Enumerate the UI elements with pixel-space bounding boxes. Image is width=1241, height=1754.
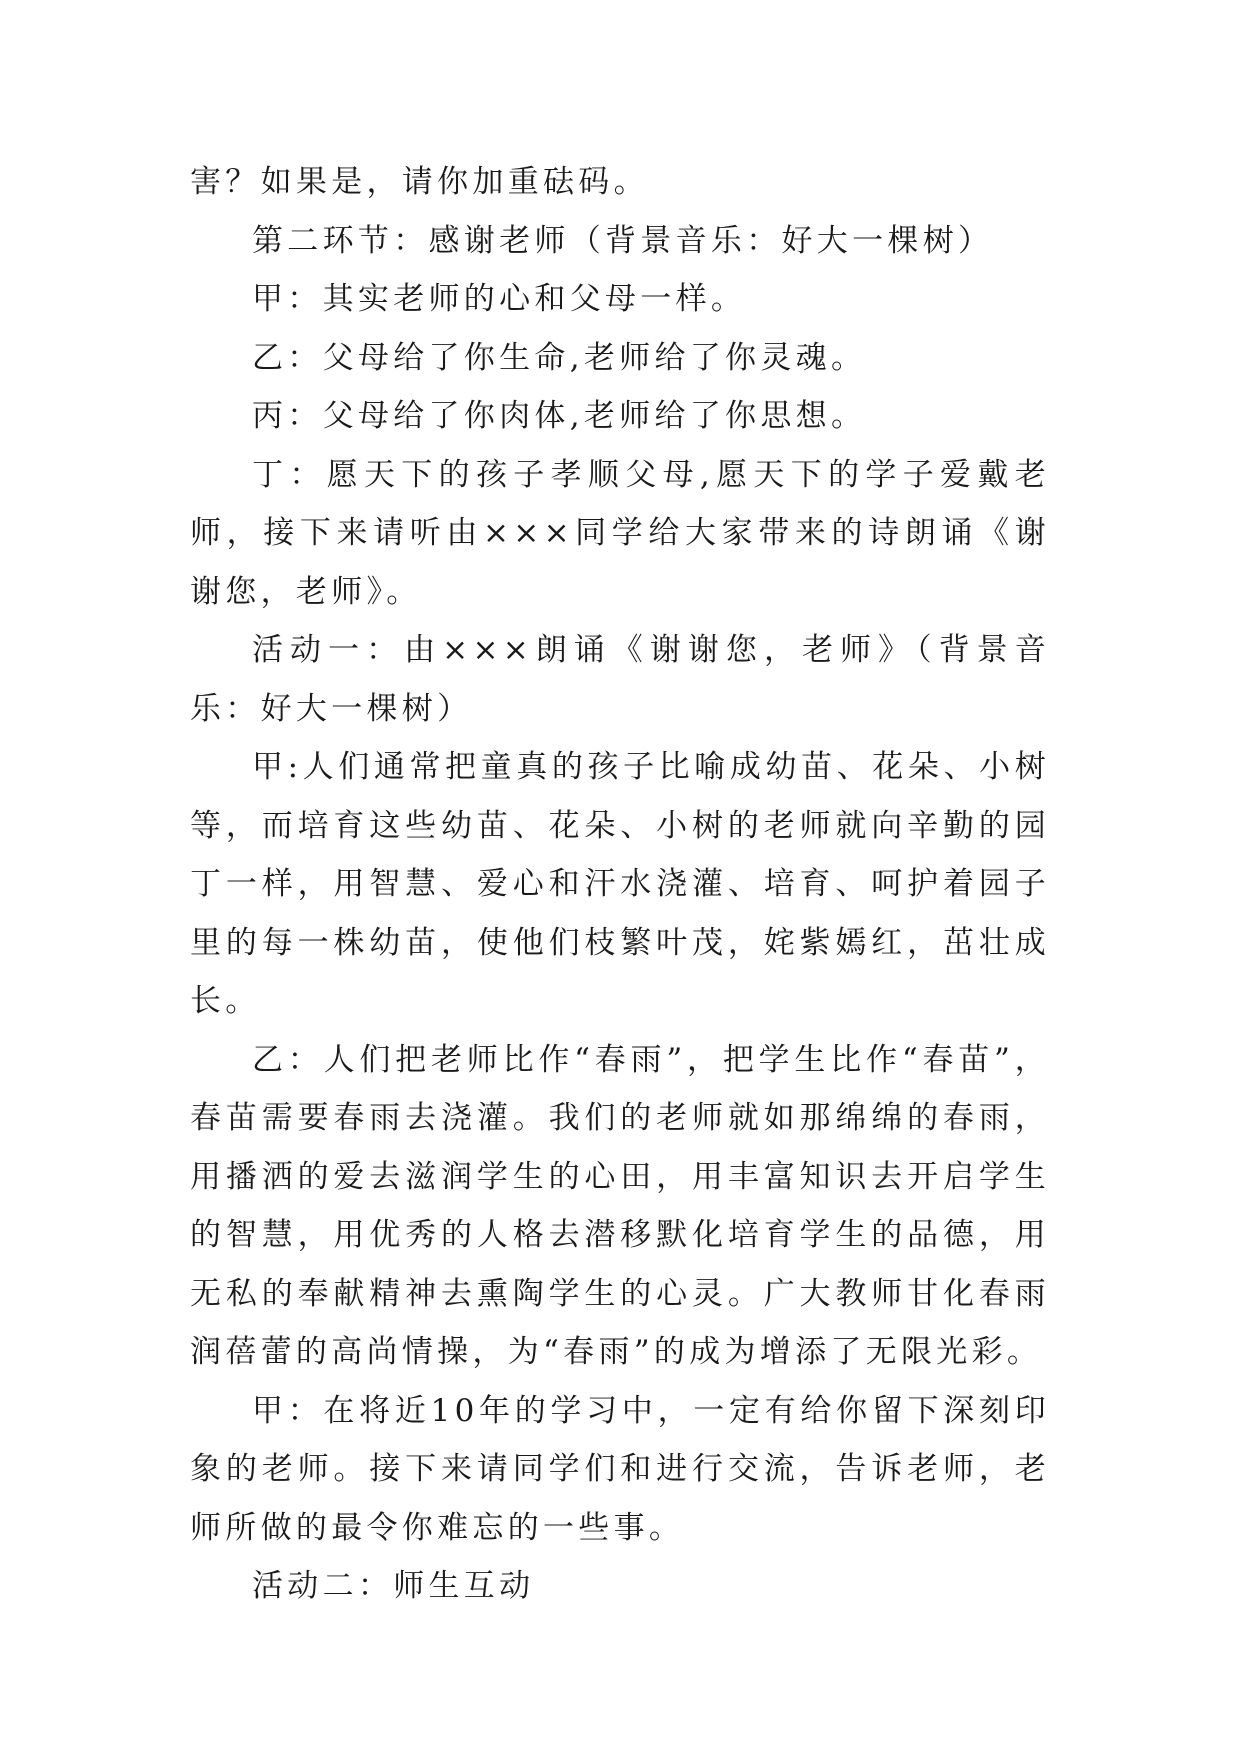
paragraph-jia-seedlings: 甲:人们通常把童真的孩子比喻成幼苗、花朵、小树等，而培育这些幼苗、花朵、小树的老师就向辛勤的园丁一样，用智慧、爱心和汗水浇灌、培育、呵护着园子里的每一株幼苗，使他们枝繁叶茂，姹紫嫣红，茁壮成长。 [190, 749, 1050, 1019]
paragraph-yi-spring-rain: 乙：人们把老师比作“春雨”，把学生比作“春苗”，春苗需要春雨去浇灌。我们的老师就如那绵绵的春雨，用播洒的爱去滋润学生的心田，用丰富知识去开启学生的智慧，用优秀的人格去潜移默化培育学生的品德，用无私的奉献精神去熏陶学生的心灵。广大教师甘化春雨润蓓蕾的高尚情操，为“春雨”的成为增添了无限光彩。 [190, 1041, 1050, 1370]
paragraph-continuation: 害？如果是，请你加重砝码。 [190, 164, 649, 200]
paragraph-section-heading: 第二环节：感谢老师（背景音乐：好大一棵树） [252, 222, 994, 259]
paragraph-activity-one: 活动一：由×××朗诵《谢谢您，老师》（背景音乐：好大一棵树） [190, 632, 1050, 727]
paragraph-line-jia: 甲：其实老师的心和父母一样。 [252, 281, 747, 317]
paragraph-line-bing: 丙：父母给了你肉体,老师给了你思想。 [252, 398, 867, 434]
paragraph-jia-memories: 甲：在将近10年的学习中，一定有给你留下深刻印象的老师。接下来请同学们和进行交流，告诉老师，老师所做的最令你难忘的一些事。 [190, 1392, 1050, 1546]
document-body [190, 153, 1050, 1616]
paragraph-line-yi: 乙：父母给了你生命,老师给了你灵魂。 [252, 339, 867, 376]
paragraph-line-ding: 丁：愿天下的孩子孝顺父母,愿天下的学子爱戴老师，接下来请听由×××同学给大家带来的诗朗诵《谢谢您，老师》。 [190, 456, 1050, 610]
paragraph-activity-two: 活动二：师生互动 [252, 1568, 535, 1604]
